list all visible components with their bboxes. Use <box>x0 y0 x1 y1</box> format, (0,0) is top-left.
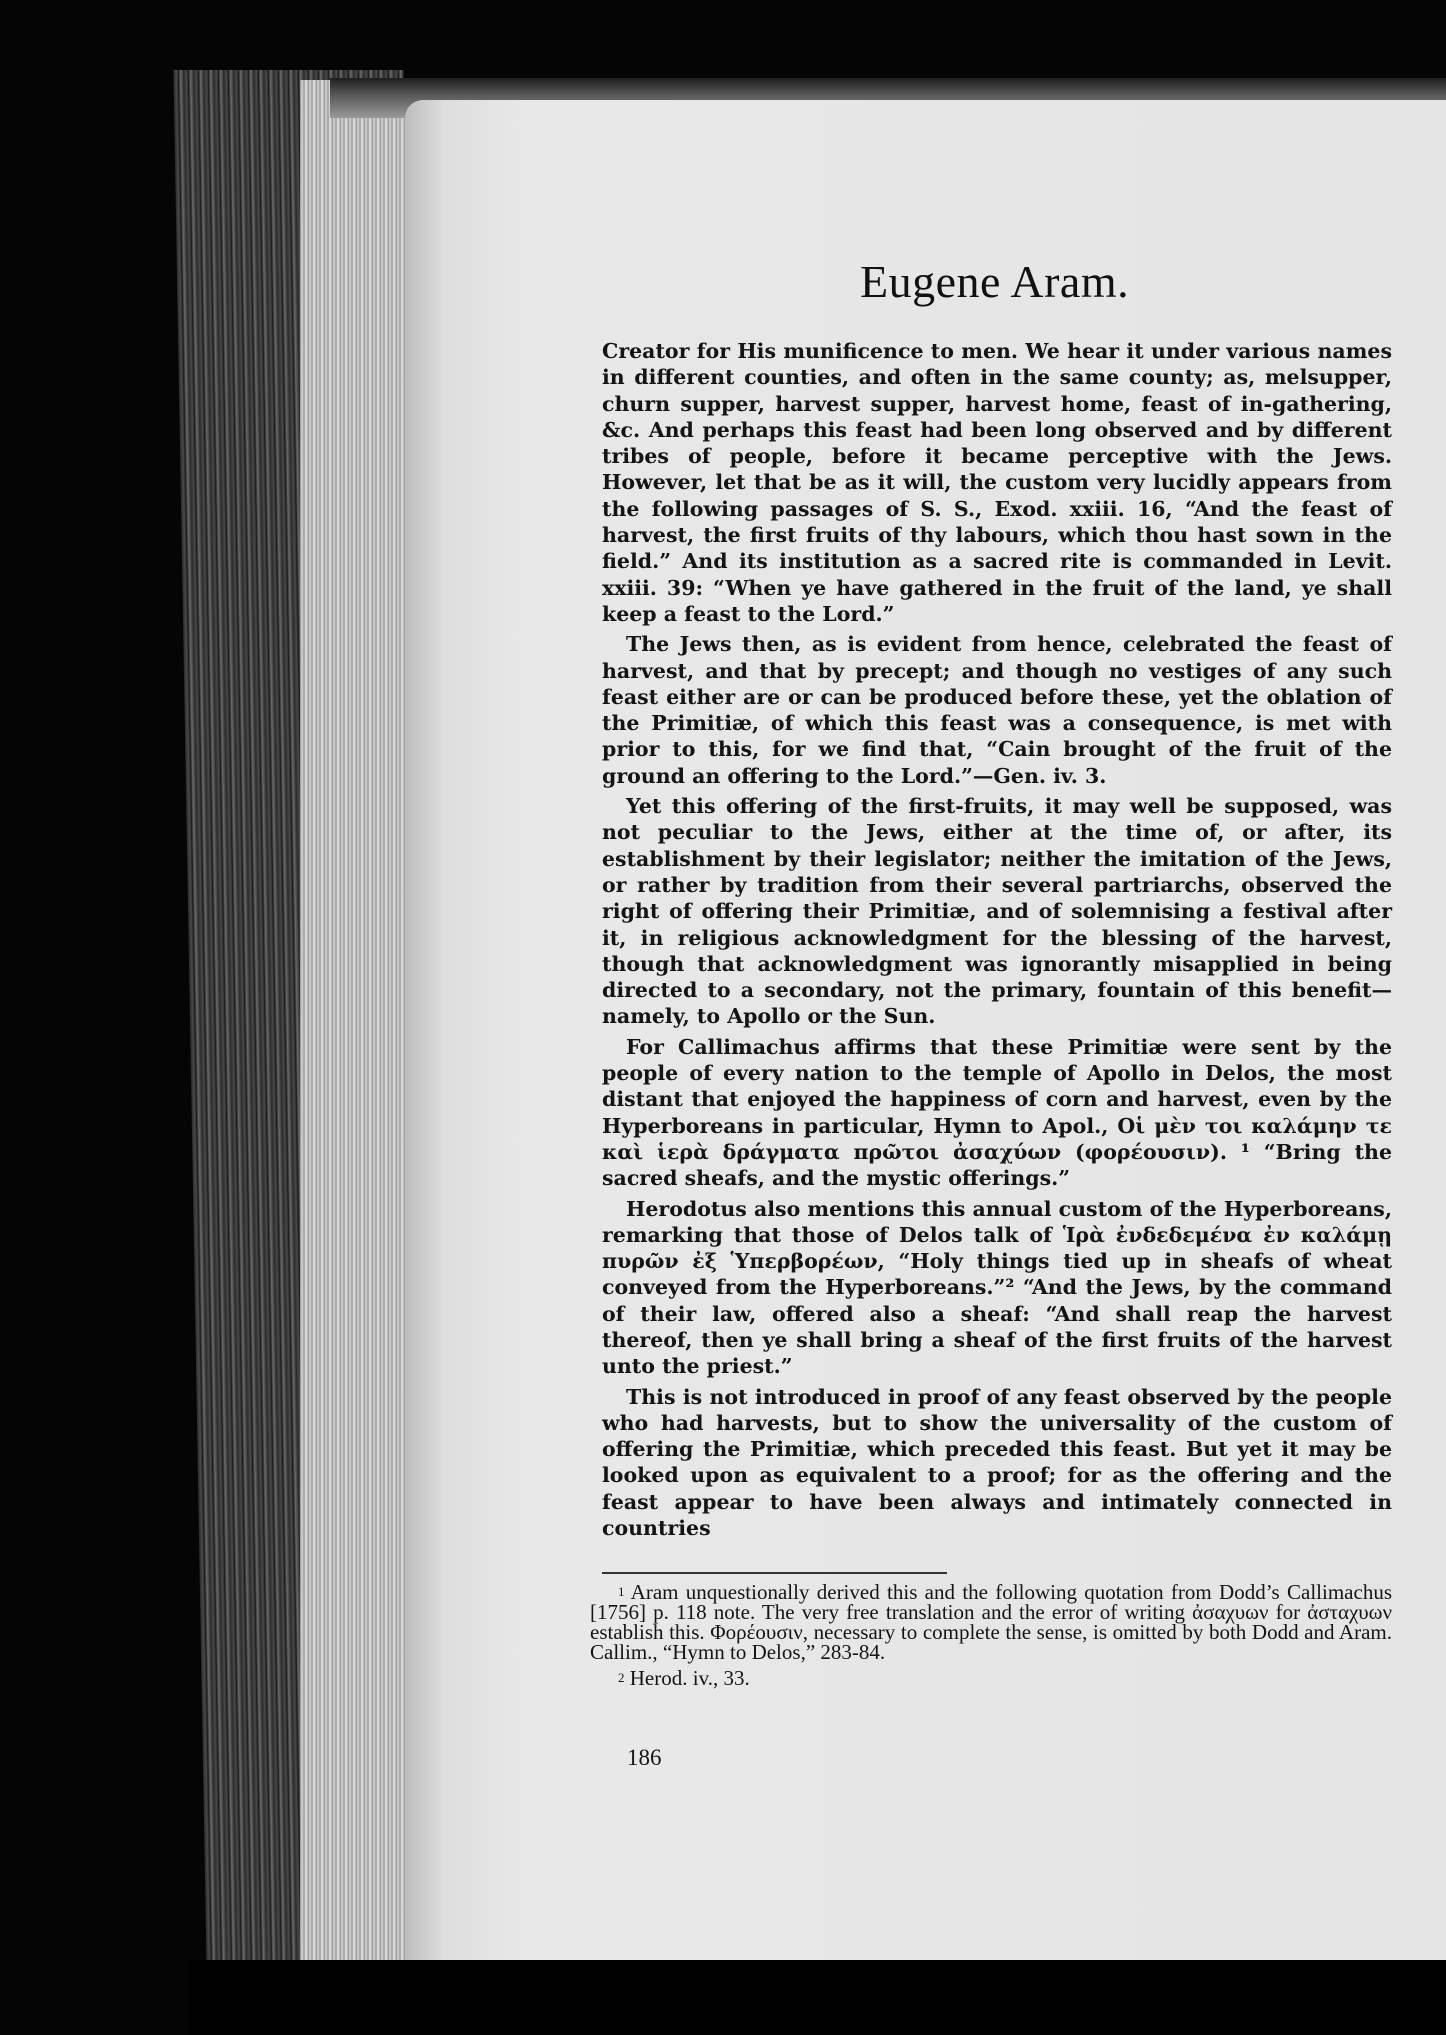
footnote <box>590 1582 1392 1662</box>
paragraph: The Jews then, as is evident from hence, celebrated the feast of harvest, and that by precept; and though no vestiges of any such feast either are or can be produced before these, yet the oblation of the Primitiæ, of which this feast was a consequence, is met with prior to this, for we find that, “Cain brought of the fruit of the ground an offering to the Lord.”—Gen. iv. 3. <box>602 632 1392 788</box>
paragraph: Yet this offering of the first-fruits, it may well be supposed, was not peculiar to the Jews, either at the time of, or after, its establishment by their legislator; neither the imitation of the Jews, or rather by tradition from their several partriarchs, observed the right of offering their Primitiæ, and of solemnising a festival after it, in religious acknowledgment for the blessing of the harvest, though that acknowledgment was ignorantly misapplied in being directed to a secondary, not the primary, fountain of this benefit—namely, to Apollo or the Sun. <box>602 794 1392 1029</box>
paragraph: Creator for His munificence to men. We hear it under various names in different counties, and often in the same county; as, melsupper, churn supper, harvest supper, harvest home, feast of in-gathering, &c. And perhaps this feast had been long observed and by different tribes of people, before it became perceptive with the Jews. However, let that be as it will, the custom very lucidly appears from the following passages of S. S., Exod. xxiii. 16, “And the feast of harvest, the first fruits of thy labours, which thou hast sown in the field.” And its institution as a sacred rite is commanded in Levit. xxiii. 39: “When ye have gathered in the fruit of the land, ye shall keep a feast to the Lord.” <box>602 339 1392 626</box>
page-stack-highlight <box>300 80 410 1970</box>
running-head: Eugene Aram. <box>860 256 1130 307</box>
paragraph: Herodotus also mentions this annual custom of the Hyperboreans, remarking that those of Delos talk of Ἱρὰ ἐνδεδεμένα ἐν καλάμῃ πυρῶν ἐξ Ὑπερβορέων, “Holy things tied up in sheafs of wheat conveyed from the Hyperboreans.”² “And the Jews, by the command of their law, offered also a sheaf: “And shall reap the harvest thereof, then ye shall bring a sheaf of the first fruits of the harvest unto the priest.” <box>602 1196 1392 1379</box>
footnotes <box>590 1582 1392 1694</box>
bottom-shadow <box>190 1960 1446 2035</box>
footnote-rule <box>602 1572 947 1574</box>
footnote-mark: 2 <box>618 1670 625 1685</box>
body-text <box>602 338 1392 1545</box>
footnote-mark: 1 <box>618 1584 625 1599</box>
page-number: 186 <box>627 1745 662 1770</box>
footnote-text: Herod. iv., 33. <box>629 1666 750 1690</box>
footnote <box>590 1668 1392 1688</box>
footnote-text: Aram unquestionally derived this and the following quotation from Dodd’s Callimachus [1756] p. 118 note. The very free translation and the error of writing ἀσαχυων for ἀσταχυων establish this. Φορέουσιν, necessary to complete the sense, is omitted by both Dodd and Aram. Callim., “Hymn to Delos,” 283-84. <box>590 1580 1392 1664</box>
paragraph: This is not introduced in proof of any feast observed by the people who had harvests, but to show the universality of the custom of offering the Primitiæ, which preceded this feast. But yet it may be looked upon as equivalent to a proof; for as the offering and the feast appear to have been always and intimately connected in countries <box>602 1384 1392 1541</box>
paragraph: For Callimachus affirms that these Primitiæ were sent by the people of every nation to the temple of Apollo in Delos, the most distant that enjoyed the happiness of corn and harvest, even by the Hyperboreans in particular, Hymn to Apol., Οἱ μὲν τοι καλάμην τε καὶ ἱερὰ δράγματα πρῶτοι ἀσαχύων (φορέουσιν). ¹ “Bring the sacred sheafs, and the mystic offerings.” <box>602 1034 1392 1191</box>
